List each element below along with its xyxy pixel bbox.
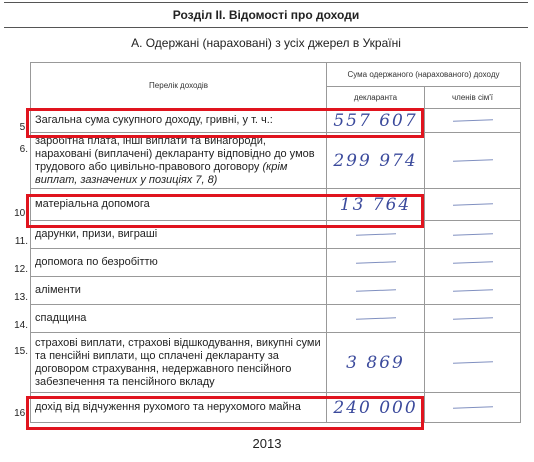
empty-dash [452, 361, 492, 363]
income-label: заробітна плата, інші виплати та винагороди, нараховані (виплачені) декларанту відповідно до умов трудового або цивільно-правового договору [35, 134, 315, 173]
year-caption: 2013 [252, 436, 282, 451]
row-number: 5. [19, 122, 28, 133]
header-income-sum: Сума одержаного (нарахованого) доходу [327, 63, 521, 87]
declarant-value: 13 764 [327, 189, 425, 221]
income-label: аліменти [31, 277, 327, 305]
income-label-note: (крім виплат, зазначених у позиціях 7, 8) [35, 160, 288, 186]
row-number: 14. [14, 320, 28, 331]
empty-dash [452, 317, 492, 319]
row-number: 11. [14, 236, 28, 247]
income-label: допомога по безробіттю [31, 249, 327, 277]
header-family: членів сім'ї [425, 87, 521, 109]
highlight-box-property-sale [26, 396, 424, 430]
declarant-value: 299 974 [327, 133, 425, 189]
income-label: Загальна сума сукупного доходу, гривні, у т. ч.: [31, 109, 327, 133]
empty-dash [355, 233, 395, 235]
row-number: 16. [14, 408, 28, 419]
empty-dash [452, 261, 492, 263]
section-title: Розділ II. Відомості про доходи [4, 2, 528, 28]
header-declarant: декларанта [327, 87, 425, 109]
highlight-box-material-aid [26, 194, 424, 228]
table-row [31, 305, 521, 333]
empty-dash [355, 261, 395, 263]
row-number: 12. [14, 264, 28, 275]
table-row [31, 333, 521, 393]
income-label: страхові виплати, страхові відшкодування, викупні суми та пенсійні виплати, що сплачені декларанту за договором страхування, недержавного пенсійного забезпечення та пенсійного вкладу [31, 333, 327, 393]
income-label: матеріальна допомога [31, 189, 327, 221]
empty-dash [355, 289, 395, 291]
empty-dash [452, 289, 492, 291]
empty-dash [452, 233, 492, 235]
income-label: спадщина [31, 305, 327, 333]
row-number: 13. [14, 292, 28, 303]
income-label: дарунки, призи, виграші [31, 221, 327, 249]
header-income-list: Перелік доходів [31, 63, 327, 109]
row-number: 10. [14, 208, 28, 219]
empty-dash [452, 159, 492, 161]
highlight-box-total-income [26, 108, 424, 138]
empty-dash [355, 317, 395, 319]
table-row [31, 133, 521, 189]
declarant-value: 3 869 [327, 333, 425, 393]
declaration-form [4, 2, 528, 434]
declarant-value: 557 607 [327, 109, 425, 133]
empty-dash [452, 406, 492, 408]
declarant-value: 240 000 [327, 393, 425, 423]
income-label: дохід від відчуження рухомого та нерухомого майна [31, 393, 327, 423]
table-row [31, 249, 521, 277]
subsection-title: А. Одержані (нараховані) з усіх джерел в Україні [131, 36, 401, 50]
row-number: 15. [14, 346, 28, 357]
row-number: 6. [19, 144, 28, 155]
empty-dash [452, 119, 492, 121]
table-row [31, 277, 521, 305]
empty-dash [452, 203, 492, 205]
